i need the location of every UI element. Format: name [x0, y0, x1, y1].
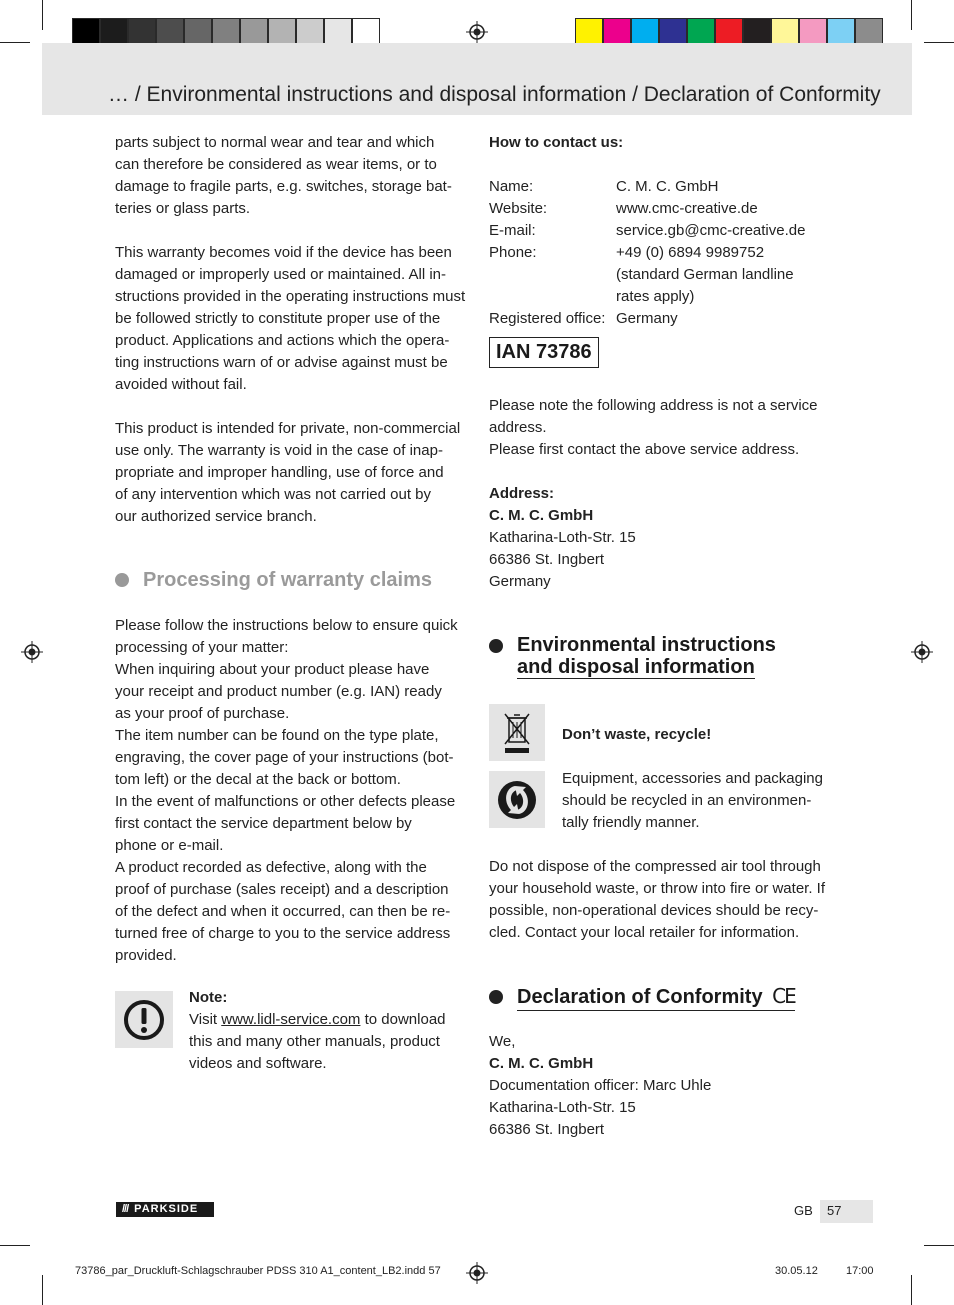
text-line: propriate and improper handling, use of force and	[115, 464, 444, 481]
color-swatch	[156, 18, 184, 46]
text-line: product. Applications and actions which the opera-	[115, 332, 450, 349]
color-swatch	[296, 18, 324, 46]
contact-heading: How to contact us:	[489, 134, 624, 151]
color-swatch	[575, 18, 603, 46]
crossed-bin-box	[489, 704, 545, 761]
text-line: be followed strictly to constitute proper use of the	[115, 310, 441, 327]
note-icon-box	[115, 991, 173, 1048]
color-swatch	[100, 18, 128, 46]
crop-mark	[911, 1275, 912, 1305]
conformity-block	[489, 1031, 849, 1141]
warranty-para-3	[115, 418, 470, 528]
registration-mark-icon	[911, 641, 933, 663]
text-line: tom left) or the decal at the back or bottom.	[115, 771, 401, 788]
text-line: parts subject to normal wear and tear and which	[115, 134, 435, 151]
recycle-block	[562, 724, 852, 834]
contact-row	[489, 176, 849, 198]
text-line: processing of your matter:	[115, 639, 289, 656]
crop-mark	[924, 42, 954, 43]
conformity-heading	[489, 985, 795, 1011]
ce-mark-icon: CE	[772, 984, 795, 1008]
crop-mark	[42, 1275, 43, 1305]
text-line: A product recorded as defective, along with the	[115, 859, 427, 876]
text-line: address.	[489, 419, 547, 436]
color-swatch	[603, 18, 631, 46]
address-lines	[489, 527, 849, 593]
contact-key: E-mail:	[489, 222, 536, 239]
color-swatch	[240, 18, 268, 46]
conformity-heading-text: Declaration of Conformity	[517, 986, 763, 1008]
exclamation-icon	[122, 998, 166, 1042]
text-line: When inquiring about your product please have	[115, 661, 430, 678]
color-swatch-strip	[575, 18, 883, 46]
text-line: our authorized service branch.	[115, 508, 317, 525]
note-line-3: videos and software.	[189, 1055, 327, 1072]
left-column	[115, 132, 470, 528]
warranty-para-2	[115, 242, 470, 396]
text-line: possible, non-operational devices should be recy-	[489, 902, 819, 919]
green-dot-box	[489, 771, 545, 828]
color-swatch	[743, 18, 771, 46]
text-line: cled. Contact your local retailer for information.	[489, 924, 800, 941]
color-swatch	[184, 18, 212, 46]
contact-value: Germany	[616, 310, 678, 327]
page-number: 57	[827, 1203, 842, 1218]
contact-row	[489, 308, 849, 330]
text-line: avoided without fail.	[115, 376, 247, 393]
page-title: … / Environmental instructions and disposal information / Declaration of Conformity	[108, 83, 881, 106]
text-line: can therefore be considered as wear items, or to	[115, 156, 437, 173]
contact-table	[489, 176, 849, 330]
environment-heading	[489, 634, 776, 679]
text-line: as your proof of purchase.	[115, 705, 290, 722]
contact-key	[489, 264, 616, 286]
contact-key: Name:	[489, 178, 534, 195]
color-swatch	[268, 18, 296, 46]
registration-mark-icon	[466, 21, 488, 43]
address-line: 66386 St. Ingbert	[489, 551, 605, 568]
contact-key	[489, 286, 616, 308]
print-time: 17:00	[846, 1265, 874, 1277]
text-line: of the defect and when it occurred, can then be re-	[115, 903, 451, 920]
country-code: GB	[794, 1203, 813, 1218]
text-line: teries or glass parts.	[115, 200, 251, 217]
contact-key: Phone:	[489, 244, 537, 261]
address-line: Katharina-Loth-Str. 15	[489, 529, 636, 546]
crop-mark	[0, 42, 30, 43]
conformity-lines	[489, 1075, 849, 1141]
registration-mark-icon	[466, 1262, 488, 1284]
ian-badge: IAN 73786	[489, 337, 599, 368]
green-dot-icon	[495, 778, 539, 822]
contact-block	[489, 132, 849, 330]
note-line-2: this and many other manuals, product	[189, 1033, 440, 1050]
text-line: This warranty becomes void if the device has been	[115, 244, 452, 261]
color-swatch	[799, 18, 827, 46]
crop-mark	[911, 0, 912, 30]
grey-swatch-strip	[72, 18, 380, 46]
text-line: damaged or improperly used or maintained. All in-	[115, 266, 447, 283]
note-title: Note:	[189, 989, 228, 1006]
color-swatch	[128, 18, 156, 46]
print-date: 30.05.12	[775, 1265, 818, 1277]
text-line: your household waste, or throw into fire or water. If	[489, 880, 825, 897]
warranty-para-1	[115, 132, 470, 220]
contact-value: (standard German landline	[616, 266, 794, 283]
color-swatch	[659, 18, 687, 46]
contact-value: +49 (0) 6894 9989752	[616, 244, 765, 261]
text-line: your receipt and product number (e.g. IAN) ready	[115, 683, 442, 700]
text-line: Please note the following address is not a service	[489, 397, 818, 414]
conformity-we: We,	[489, 1033, 516, 1050]
recycle-text	[562, 768, 852, 834]
contact-row	[489, 242, 849, 264]
text-line: provided.	[115, 947, 177, 964]
crop-mark	[42, 0, 43, 30]
text-line: 66386 St. Ingbert	[489, 1121, 605, 1138]
contact-row	[489, 220, 849, 242]
logo-text: PARKSIDE	[134, 1203, 199, 1215]
color-swatch	[72, 18, 100, 46]
contact-row	[489, 264, 849, 286]
text-line: use only. The warranty is void in the case of inap-	[115, 442, 443, 459]
contact-value: rates apply)	[616, 288, 695, 305]
bullet-icon	[489, 990, 503, 1004]
bullet-icon	[115, 573, 129, 587]
color-swatch	[771, 18, 799, 46]
text-line: turned free of charge to you to the service address	[115, 925, 451, 942]
text-line: phone or e-mail.	[115, 837, 224, 854]
warranty-claims-heading: Processing of warranty claims	[115, 568, 432, 592]
color-swatch	[687, 18, 715, 46]
text-line: The item number can be found on the type plate,	[115, 727, 439, 744]
text-line: engraving, the cover page of your instructions (bot-	[115, 749, 454, 766]
text-line: ting instructions warn of or advise against must be	[115, 354, 448, 371]
text-line: structions provided in the operating instructions must	[115, 288, 466, 305]
contact-value: C. M. C. GmbH	[616, 178, 719, 195]
color-swatch	[631, 18, 659, 46]
conformity-company: C. M. C. GmbH	[489, 1055, 594, 1072]
color-swatch	[352, 18, 380, 46]
file-name: 73786_par_Druckluft-Schlagschrauber PDSS 310 A1_content_LB2.indd 57	[75, 1265, 441, 1277]
address-block	[489, 395, 849, 593]
env-heading-line-1: Environmental instructions	[517, 634, 776, 656]
text-line: In the event of malfunctions or other defects please	[115, 793, 456, 810]
note-block	[189, 987, 469, 1075]
contact-row	[489, 286, 849, 308]
crop-mark	[924, 1245, 954, 1246]
contact-key: Website:	[489, 200, 548, 217]
text-line: tally friendly manner.	[562, 814, 700, 831]
text-line: Documentation officer: Marc Uhle	[489, 1077, 712, 1094]
env-heading-line-2: and disposal information	[517, 656, 755, 678]
color-swatch	[715, 18, 743, 46]
contact-value: service.gb@cmc-creative.de	[616, 222, 806, 239]
dispose-text	[489, 856, 849, 944]
contact-value: www.cmc-creative.de	[616, 200, 758, 217]
note-line-1: Visit www.lidl-service.com to download	[189, 1011, 446, 1028]
color-swatch	[855, 18, 883, 46]
text-line: This product is intended for private, non-commercial	[115, 420, 461, 437]
text-line: proof of purchase (sales receipt) and a description	[115, 881, 449, 898]
text-line: Please first contact the above service address.	[489, 441, 800, 458]
text-line: Equipment, accessories and packaging	[562, 770, 823, 787]
text-line: first contact the service department below by	[115, 815, 412, 832]
warranty-claims-text	[115, 615, 470, 967]
crossed-bin-icon	[497, 710, 537, 756]
recycle-title: Don’t waste, recycle!	[562, 726, 712, 743]
address-company: C. M. C. GmbH	[489, 507, 594, 524]
text-line: Do not dispose of the compressed air tool through	[489, 858, 821, 875]
parkside-logo: /// PARKSIDE	[116, 1202, 214, 1217]
address-note	[489, 395, 849, 461]
contact-key: Registered office:	[489, 310, 606, 327]
text-line: damage to fragile parts, e.g. switches, storage bat-	[115, 178, 452, 195]
crop-mark	[0, 1245, 30, 1246]
contact-row	[489, 198, 849, 220]
bullet-icon	[489, 639, 503, 653]
color-swatch	[324, 18, 352, 46]
registration-mark-icon	[21, 641, 43, 663]
text-line: Katharina-Loth-Str. 15	[489, 1099, 636, 1116]
text-line: should be recycled in an environmen-	[562, 792, 812, 809]
lidl-service-link[interactable]: www.lidl-service.com	[221, 1011, 361, 1028]
text-line: of any intervention which was not carried out by	[115, 486, 432, 503]
address-label: Address:	[489, 485, 555, 502]
address-line: Germany	[489, 573, 551, 590]
text-line: Please follow the instructions below to ensure quick	[115, 617, 458, 634]
color-swatch	[212, 18, 240, 46]
color-swatch	[827, 18, 855, 46]
